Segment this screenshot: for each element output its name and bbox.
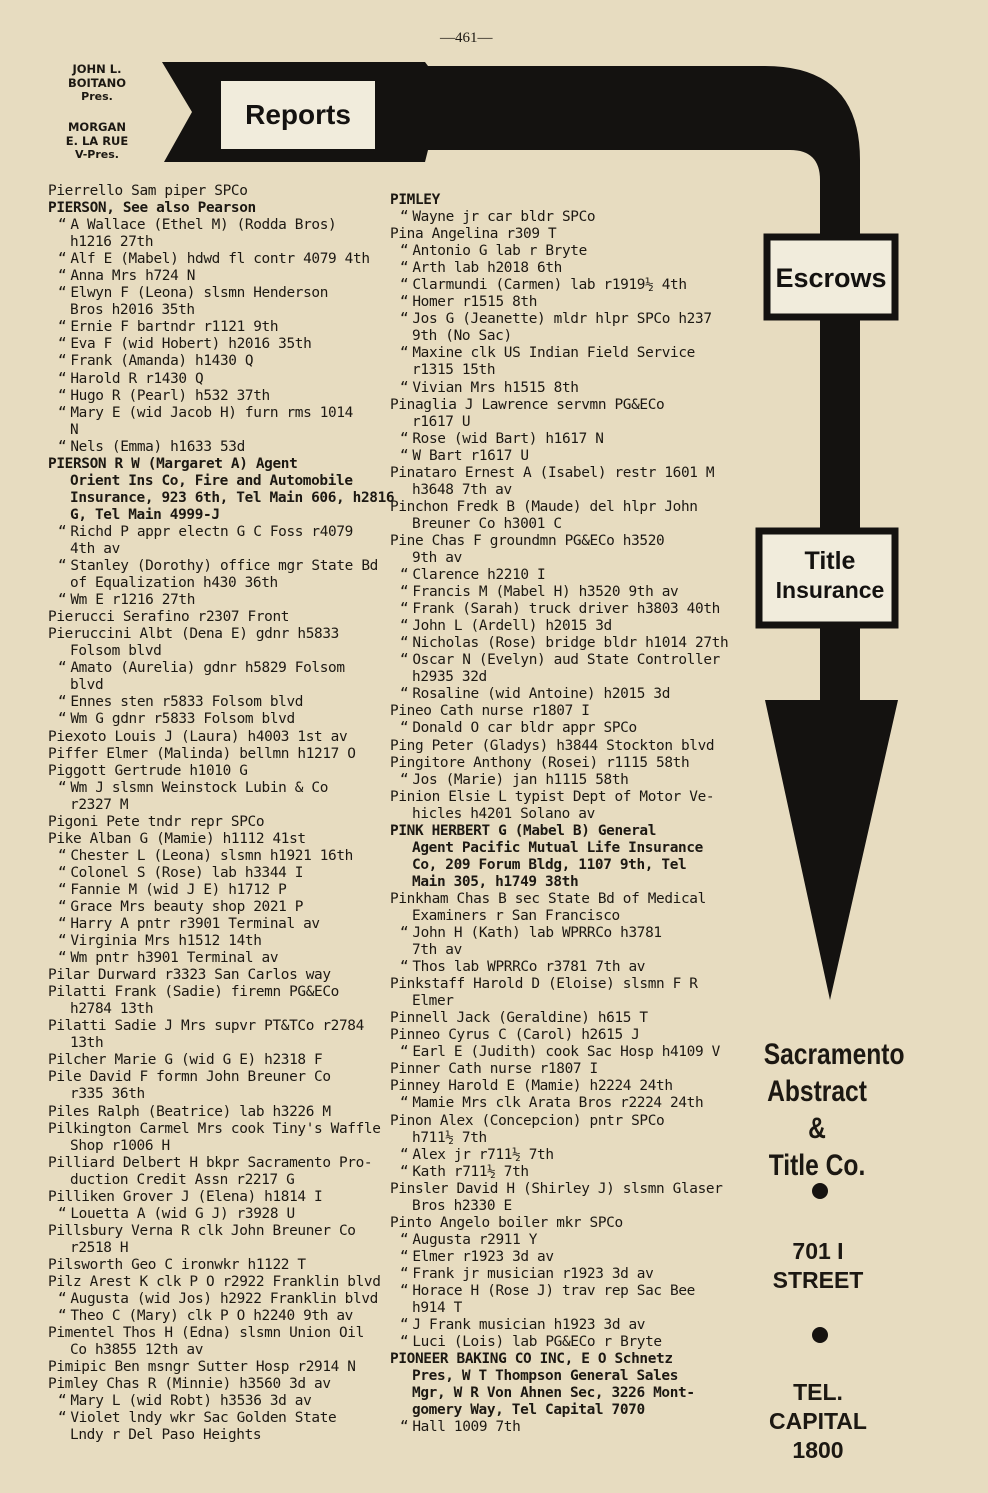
directory-entry: [48, 1308, 383, 1325]
directory-entry-line: “ Augusta (wid Jos) h2922 Franklin blvd: [48, 1291, 383, 1308]
directory-entry-line: gomery Way, Tel Capital 7070: [412, 1402, 645, 1419]
directory-entry: [48, 814, 383, 831]
directory-entry-line: “ Eva F (wid Hobert) h2016 35th: [48, 336, 383, 353]
directory-entry: [48, 1069, 383, 1103]
directory-entry-line: Elmer: [412, 993, 454, 1010]
directory-entry: [390, 1095, 750, 1112]
directory-entry: [390, 311, 750, 345]
directory-entry-line: Pinsler David H (Shirley J) slsmn Glaser: [390, 1180, 723, 1197]
directory-entry: [390, 243, 750, 260]
directory-entry-line: Piggott Gertrude h1010 G: [48, 762, 248, 779]
directory-entry: [48, 183, 383, 200]
directory-entry-line: “ John H (Kath) lab WPRRCo h3781: [390, 925, 750, 942]
directory-entry-line: Main 305, h1749 38th: [412, 873, 579, 890]
advertiser-name-line: Title Co.: [768, 1149, 866, 1182]
directory-entry-line: “ Harold R r1430 Q: [48, 371, 383, 388]
directory-entry: [48, 609, 383, 626]
directory-entry-line: Pinchon Fredk B (Maude) del hlpr John: [390, 498, 698, 515]
directory-entry-line: Agent Pacific Mutual Life Insurance: [412, 839, 703, 856]
directory-entry-line: Pinion Elsie L typist Dept of Motor Ve-: [390, 788, 715, 805]
directory-entry: [390, 448, 750, 465]
directory-entry-line: 4th av: [70, 540, 120, 557]
directory-entry: [48, 1291, 383, 1308]
directory-entry-line: “ Elwyn F (Leona) slsmn Henderson: [48, 285, 383, 302]
directory-entry-line: Pile David F formn John Breuner Co: [48, 1069, 331, 1086]
directory-entry-line: r335 36th: [70, 1086, 145, 1103]
directory-entry-line: PIERSON, See also Pearson: [48, 200, 256, 217]
directory-entry-line: Pinkstaff Harold D (Eloise) slsmn F R: [390, 976, 698, 993]
directory-entry-line: Folsom blvd: [70, 643, 162, 660]
directory-entry-line: “ Jos (Marie) jan h1115 58th: [390, 772, 750, 789]
directory-entry-line: “ Augusta r2911 Y: [390, 1232, 750, 1249]
directory-entry-line: “ Horace H (Rose J) trav rep Sac Bee: [390, 1283, 750, 1300]
directory-entry-line: “ Anna Mrs h724 N: [48, 268, 383, 285]
directory-entry: [48, 353, 383, 370]
directory-entry-line: Pinataro Ernest A (Isabel) restr 1601 M: [390, 464, 715, 481]
advertiser-name: [763, 1036, 905, 1184]
directory-entry-line: “ Maxine clk US Indian Field Service: [390, 345, 750, 362]
directory-entry-line: “ Mary E (wid Jacob H) furn rms 1014: [48, 405, 383, 422]
directory-entry: [48, 1104, 383, 1121]
directory-entry-line: “ Louetta A (wid G J) r3928 U: [48, 1206, 383, 1223]
directory-entry-line: Mgr, W R Von Ahnen Sec, 3226 Mont-: [412, 1385, 695, 1402]
directory-entry-line: Pimley Chas R (Minnie) h3560 3d av: [48, 1376, 331, 1393]
directory-entry: [48, 746, 383, 763]
directory-entry: [48, 1206, 383, 1223]
page-number: —461—: [440, 30, 493, 46]
directory-entry: [390, 1147, 750, 1164]
directory-entry: [48, 558, 383, 592]
directory-entry: [390, 720, 750, 737]
directory-entry-line: “ Amato (Aurelia) gdnr h5829 Folsom: [48, 660, 383, 677]
directory-entry: [48, 1359, 383, 1376]
directory-entry: [390, 1044, 750, 1061]
directory-entry-line: “ Harry A pntr r3901 Terminal av: [48, 916, 383, 933]
directory-entry: [390, 209, 750, 226]
directory-entry-line: “ Kath r711½ 7th: [390, 1164, 750, 1181]
directory-entry-line: Lndy r Del Paso Heights: [70, 1427, 262, 1444]
directory-entry: [390, 1027, 750, 1044]
directory-entry-line: Insurance, 923 6th, Tel Main 606, h2816: [70, 489, 395, 506]
advertiser-telephone: [745, 1378, 891, 1465]
bullet-dot: [812, 1327, 828, 1343]
directory-entry-line: “ Rosaline (wid Antoine) h2015 3d: [390, 686, 750, 703]
directory-entry: [48, 882, 383, 899]
directory-entry-line: 7th av: [412, 942, 462, 959]
directory-entry-line: Pina Angelina r309 T: [390, 226, 557, 243]
advertiser-name-line: Abstract &: [767, 1075, 867, 1145]
directory-entry-line: “ Ennes sten r5833 Folsom blvd: [48, 694, 383, 711]
directory-entry-line: “ Francis M (Mabel H) h3520 9th av: [390, 584, 750, 601]
advertiser-address-line: STREET: [772, 1267, 864, 1293]
directory-entry: [390, 618, 750, 635]
directory-entry-line: “ Hall 1009 7th: [390, 1419, 750, 1436]
directory-entry-line: h914 T: [412, 1300, 462, 1317]
directory-entry-line: “ Fannie M (wid J E) h1712 P: [48, 882, 383, 899]
directory-entry: [390, 959, 750, 976]
directory-entry: [390, 1266, 750, 1283]
directory-entry-line: “ Arth lab h2018 6th: [390, 260, 750, 277]
officer-name: JOHN L.: [72, 62, 122, 76]
directory-entry-line: “ Elmer r1923 3d av: [390, 1249, 750, 1266]
directory-entry: [48, 1376, 383, 1393]
directory-entry: [390, 686, 750, 703]
officer-title: V-Pres.: [75, 148, 119, 161]
directory-entry-line: Pierrello Sam piper SPCo: [48, 183, 248, 199]
advertiser-telephone-line: TEL.: [793, 1379, 843, 1405]
directory-column-right: [390, 192, 750, 1436]
directory-entry: [48, 1189, 383, 1206]
directory-entry: [390, 652, 750, 686]
directory-entry-line: Ping Peter (Gladys) h3844 Stockton blvd: [390, 737, 715, 754]
directory-entry-line: Pilcher Marie G (wid G E) h2318 F: [48, 1052, 323, 1069]
directory-entry-line: “ Earl E (Judith) cook Sac Hosp h4109 V: [390, 1044, 750, 1061]
directory-entry: [390, 703, 750, 720]
directory-entry: [390, 533, 750, 567]
directory-entry-line: blvd: [70, 677, 104, 694]
directory-entry: [390, 1351, 750, 1419]
directory-entry-line: “ Wayne jr car bldr SPCo: [390, 209, 750, 226]
directory-entry-line: “ Virginia Mrs h1512 14th: [48, 933, 383, 950]
directory-entry: [48, 967, 383, 984]
directory-entry: [48, 285, 383, 319]
directory-entry: [390, 226, 750, 243]
directory-entry-line: “ Oscar N (Evelyn) aud State Controller: [390, 652, 750, 669]
directory-entry: [48, 950, 383, 967]
escrows-banner-label: Escrows: [775, 263, 887, 293]
directory-entry-line: “ Alf E (Mabel) hdwd fl contr 4079 4th: [48, 251, 383, 268]
directory-entry-line: “ Clarmundi (Carmen) lab r1919½ 4th: [390, 277, 750, 294]
directory-entry-line: “ Grace Mrs beauty shop 2021 P: [48, 899, 383, 916]
directory-entry-line: PIMLEY: [390, 192, 440, 208]
directory-entry: [390, 1164, 750, 1181]
directory-entry: [48, 1274, 383, 1291]
directory-entry: [390, 277, 750, 294]
directory-entry-line: “ Antonio G lab r Bryte: [390, 243, 750, 260]
directory-entry: [390, 1249, 750, 1266]
directory-entry-line: Piles Ralph (Beatrice) lab h3226 M: [48, 1103, 331, 1120]
directory-entry-line: Pinkham Chas B sec State Bd of Medical: [390, 890, 706, 907]
directory-entry-line: “ Clarence h2210 I: [390, 567, 750, 584]
directory-entry: [48, 200, 383, 217]
directory-entry-line: Pilatti Frank (Sadie) firemn PG&ECo: [48, 984, 339, 1001]
directory-entry: [48, 405, 383, 439]
directory-entry: [390, 1232, 750, 1249]
directory-entry-line: N: [70, 421, 79, 438]
directory-entry: [48, 933, 383, 950]
directory-entry-line: Pierucci Serafino r2307 Front: [48, 609, 290, 626]
directory-entry-line: Shop r1006 H: [70, 1137, 170, 1154]
directory-entry-line: Co, 209 Forum Bldg, 1107 9th, Tel: [412, 856, 687, 873]
directory-entry-line: h3648 7th av: [412, 481, 512, 498]
directory-entry-line: r2327 M: [70, 796, 129, 813]
directory-entry: [48, 1155, 383, 1189]
directory-entry-line: Pilsworth Geo C ironwkr h1122 T: [48, 1256, 306, 1273]
directory-entry: [390, 976, 750, 1010]
directory-entry-line: h711½ 7th: [412, 1129, 487, 1146]
directory-entry: [48, 660, 383, 694]
directory-entry: [390, 567, 750, 584]
directory-entry: [390, 1113, 750, 1147]
directory-entry-line: Pieruccini Albt (Dena E) gdnr h5833: [48, 626, 339, 643]
directory-entry: [48, 1223, 383, 1257]
directory-entry-line: duction Credit Assn r2217 G: [70, 1171, 295, 1188]
directory-entry: [390, 601, 750, 618]
directory-entry-line: “ Ernie F bartndr r1121 9th: [48, 319, 383, 336]
directory-entry-line: Co h3855 12th av: [70, 1342, 204, 1359]
directory-entry: [48, 831, 383, 848]
directory-entry: [48, 1121, 383, 1155]
directory-entry: [48, 711, 383, 728]
directory-entry-line: Bros h2016 35th: [70, 302, 195, 319]
directory-entry: [390, 1078, 750, 1095]
directory-entry: [48, 268, 383, 285]
directory-entry: [390, 260, 750, 277]
directory-entry-line: Pillsbury Verna R clk John Breuner Co: [48, 1222, 356, 1239]
directory-entry-line: Pingitore Anthony (Rosei) r1115 58th: [390, 754, 690, 771]
directory-entry: [390, 1061, 750, 1078]
directory-entry: [48, 439, 383, 456]
directory-entry: [48, 388, 383, 405]
directory-entry-line: “ Mamie Mrs clk Arata Bros r2224 24th: [390, 1095, 750, 1112]
directory-column-left: [48, 183, 395, 1444]
reports-banner-label: Reports: [245, 99, 351, 130]
directory-entry-line: Pinto Angelo boiler mkr SPCo: [390, 1214, 623, 1231]
directory-entry-line: “ Donald O car bldr appr SPCo: [390, 720, 750, 737]
directory-entry-line: Pinon Alex (Concepcion) pntr SPCo: [390, 1112, 665, 1129]
directory-entry-line: “ Chester L (Leona) slsmn h1921 16th: [48, 848, 383, 865]
directory-entry: [48, 916, 383, 933]
directory-entry: [48, 371, 383, 388]
directory-entry: [390, 789, 750, 823]
directory-entry: [390, 772, 750, 789]
directory-entry: [390, 345, 750, 379]
directory-entry: [48, 1257, 383, 1274]
advertiser-address-line: 701 I: [792, 1238, 844, 1264]
directory-entry-line: Pinney Harold E (Mamie) h2224 24th: [390, 1078, 673, 1095]
directory-entry-line: “ J Frank musician h1923 3d av: [390, 1317, 750, 1334]
directory-entry-line: h1216 27th: [70, 234, 154, 251]
officer-name: E. LA RUE: [65, 134, 129, 148]
directory-entry-line: Piexoto Louis J (Laura) h4003 1st av: [48, 728, 348, 745]
directory-entry-line: “ Richd P appr electn G C Foss r4079: [48, 524, 383, 541]
advertiser-name-line: Sacramento: [763, 1038, 905, 1071]
directory-entry-line: “ Hugo R (Pearl) h532 37th: [48, 388, 383, 405]
directory-entry-line: “ Homer r1515 8th: [390, 294, 750, 311]
directory-entry: [390, 1317, 750, 1334]
directory-entry: [390, 755, 750, 772]
directory-entry: [390, 584, 750, 601]
directory-entry-line: “ Luci (Lois) lab PG&ECo r Bryte: [390, 1334, 750, 1351]
directory-entry: [390, 1334, 750, 1351]
directory-entry: [390, 397, 750, 431]
directory-entry-line: r1315 15th: [412, 362, 496, 379]
directory-entry-line: “ Frank (Amanda) h1430 Q: [48, 353, 383, 370]
directory-entry: [48, 1410, 383, 1444]
directory-entry-line: Pilliken Grover J (Elena) h1814 I: [48, 1188, 323, 1205]
directory-entry-line: Pilatti Sadie J Mrs supvr PT&TCo r2784: [48, 1018, 364, 1035]
directory-entry-line: “ Nicholas (Rose) bridge bldr h1014 27th: [390, 635, 750, 652]
title-insurance-banner-label: Insurance: [775, 577, 885, 603]
directory-entry: [390, 431, 750, 448]
directory-entry: [390, 380, 750, 397]
directory-entry-line: Pineo Cath nurse r1807 I: [390, 703, 590, 720]
directory-entry-line: Pine Chas F groundmn PG&ECo h3520: [390, 532, 665, 549]
directory-entry-line: “ Mary L (wid Robt) h3536 3d av: [48, 1393, 383, 1410]
directory-entry: [48, 1325, 383, 1359]
directory-entry-line: “ Vivian Mrs h1515 8th: [390, 380, 750, 397]
directory-entry-line: “ Wm G gdnr r5833 Folsom blvd: [48, 711, 383, 728]
directory-entry-line: Pres, W T Thompson General Sales: [412, 1368, 679, 1385]
directory-entry: [48, 1052, 383, 1069]
directory-entry: [390, 294, 750, 311]
directory-entry-line: h2935 32d: [412, 669, 487, 686]
directory-entry-line: PIONEER BAKING CO INC, E O Schnetz: [390, 1351, 673, 1368]
directory-entry: [48, 1393, 383, 1410]
directory-entry-line: Pimentel Thos H (Edna) slsmn Union Oil: [48, 1325, 364, 1342]
directory-entry: [390, 1283, 750, 1317]
directory-entry-line: Pilkington Carmel Mrs cook Tiny's Waffle: [48, 1120, 381, 1137]
directory-entry-line: “ Thos lab WPRRCo r3781 7th av: [390, 959, 750, 976]
directory-entry-line: Pinneo Cyrus C (Carol) h2615 J: [390, 1027, 640, 1044]
directory-entry-line: “ A Wallace (Ethel M) (Rodda Bros): [48, 217, 383, 234]
directory-entry-line: Pinner Cath nurse r1807 I: [390, 1061, 598, 1078]
officer-title: Pres.: [81, 90, 113, 103]
directory-entry: [48, 217, 383, 251]
directory-entry-line: Pimipic Ben msngr Sutter Hosp r2914 N: [48, 1359, 356, 1376]
title-insurance-banner-label: Title: [804, 547, 856, 575]
directory-entry-line: “ John L (Ardell) h2015 3d: [390, 618, 750, 635]
directory-entry: [390, 1215, 750, 1232]
directory-entry-line: h2784 13th: [70, 1001, 154, 1018]
directory-entry: [48, 763, 383, 780]
directory-entry: [48, 455, 395, 524]
directory-entry-line: “ Jos G (Jeanette) mldr hlpr SPCo h237: [390, 311, 750, 328]
directory-entry: [48, 1018, 383, 1052]
directory-entry-line: r1617 U: [412, 413, 471, 430]
directory-entry-line: “ Rose (wid Bart) h1617 N: [390, 431, 750, 448]
directory-entry-line: Pigoni Pete tndr repr SPCo: [48, 813, 265, 830]
directory-entry-line: r2518 H: [70, 1239, 129, 1256]
directory-entry: [48, 626, 383, 660]
officer-name: MORGAN: [67, 120, 127, 134]
advertiser-telephone-line: CAPITAL: [769, 1408, 867, 1434]
directory-entry-line: Pike Alban G (Mamie) h1112 41st: [48, 830, 306, 847]
directory-entry-line: “ Wm J slsmn Weinstock Lubin & Co: [48, 780, 383, 797]
officer-name: BOITANO: [67, 76, 127, 90]
advertiser-address: [752, 1237, 884, 1295]
directory-entry-line: “ Frank jr musician r1923 3d av: [390, 1266, 750, 1283]
directory-entry: [48, 336, 383, 353]
directory-entry: [390, 1181, 750, 1215]
directory-entry: [390, 499, 750, 533]
directory-entry: [48, 848, 383, 865]
directory-entry-line: “ Stanley (Dorothy) office mgr State Bd: [48, 558, 383, 575]
directory-entry-line: hicles h4201 Solano av: [412, 805, 595, 822]
directory-entry: [390, 891, 750, 925]
directory-entry-line: G, Tel Main 4999-J: [70, 506, 220, 523]
directory-entry-line: Pilar Durward r3323 San Carlos way: [48, 967, 331, 984]
directory-entry-line: Pilz Arest K clk P O r2922 Franklin blvd: [48, 1274, 381, 1290]
directory-entry-line: “ Frank (Sarah) truck driver h3803 40th: [390, 601, 750, 618]
directory-entry: [48, 729, 383, 746]
directory-entry-line: 9th av: [412, 549, 462, 566]
directory-entry-line: Orient Ins Co, Fire and Automobile: [70, 472, 353, 489]
directory-entry: [390, 738, 750, 755]
directory-entry: [390, 925, 750, 959]
directory-entry-line: “ W Bart r1617 U: [390, 448, 750, 465]
directory-entry: [48, 780, 383, 814]
advertiser-telephone-line: 1800: [792, 1437, 844, 1463]
directory-entry-line: “ Violet lndy wkr Sac Golden State: [48, 1410, 383, 1427]
directory-entry-line: “ Wm E r1216 27th: [48, 592, 383, 609]
directory-entry-line: Breuner Co h3001 C: [412, 515, 562, 532]
directory-entry-line: “ Nels (Emma) h1633 53d: [48, 439, 383, 456]
directory-entry-line: Pilliard Delbert H bkpr Sacramento Pro-: [48, 1154, 373, 1171]
directory-entry: [390, 823, 750, 891]
directory-entry-line: Pinnell Jack (Geraldine) h615 T: [390, 1010, 648, 1027]
directory-entry: [48, 251, 383, 268]
directory-entry: [48, 899, 383, 916]
directory-entry-line: “ Colonel S (Rose) lab h3344 I: [48, 865, 383, 882]
directory-entry-line: 13th: [70, 1035, 104, 1052]
bullet-dot: [812, 1183, 828, 1199]
directory-entry-line: of Equalization h430 36th: [70, 575, 278, 592]
directory-entry: [390, 465, 750, 499]
directory-entry: [48, 524, 383, 558]
directory-entry-line: 9th (No Sac): [412, 328, 512, 345]
directory-entry-line: Bros h2330 E: [412, 1197, 512, 1214]
directory-entry-line: Piffer Elmer (Malinda) bellmn h1217 O: [48, 745, 356, 762]
directory-entry: [390, 1010, 750, 1027]
directory-entry-line: Examiners r San Francisco: [412, 907, 620, 924]
directory-entry: [390, 192, 750, 209]
directory-entry: [48, 694, 383, 711]
directory-entry-line: PIERSON R W (Margaret A) Agent: [48, 455, 298, 472]
directory-entry: [390, 1419, 750, 1436]
directory-entry-line: PINK HERBERT G (Mabel B) General: [390, 822, 657, 839]
directory-entry: [48, 319, 383, 336]
directory-entry-line: “ Alex jr r711½ 7th: [390, 1147, 750, 1164]
directory-entry-line: Pinaglia J Lawrence servmn PG&ECo: [390, 396, 665, 413]
directory-entry: [48, 592, 383, 609]
directory-entry-line: “ Wm pntr h3901 Terminal av: [48, 950, 383, 967]
directory-entry-line: “ Theo C (Mary) clk P O h2240 9th av: [48, 1308, 383, 1325]
directory-entry: [390, 635, 750, 652]
directory-entry: [48, 865, 383, 882]
directory-entry: [48, 984, 383, 1018]
